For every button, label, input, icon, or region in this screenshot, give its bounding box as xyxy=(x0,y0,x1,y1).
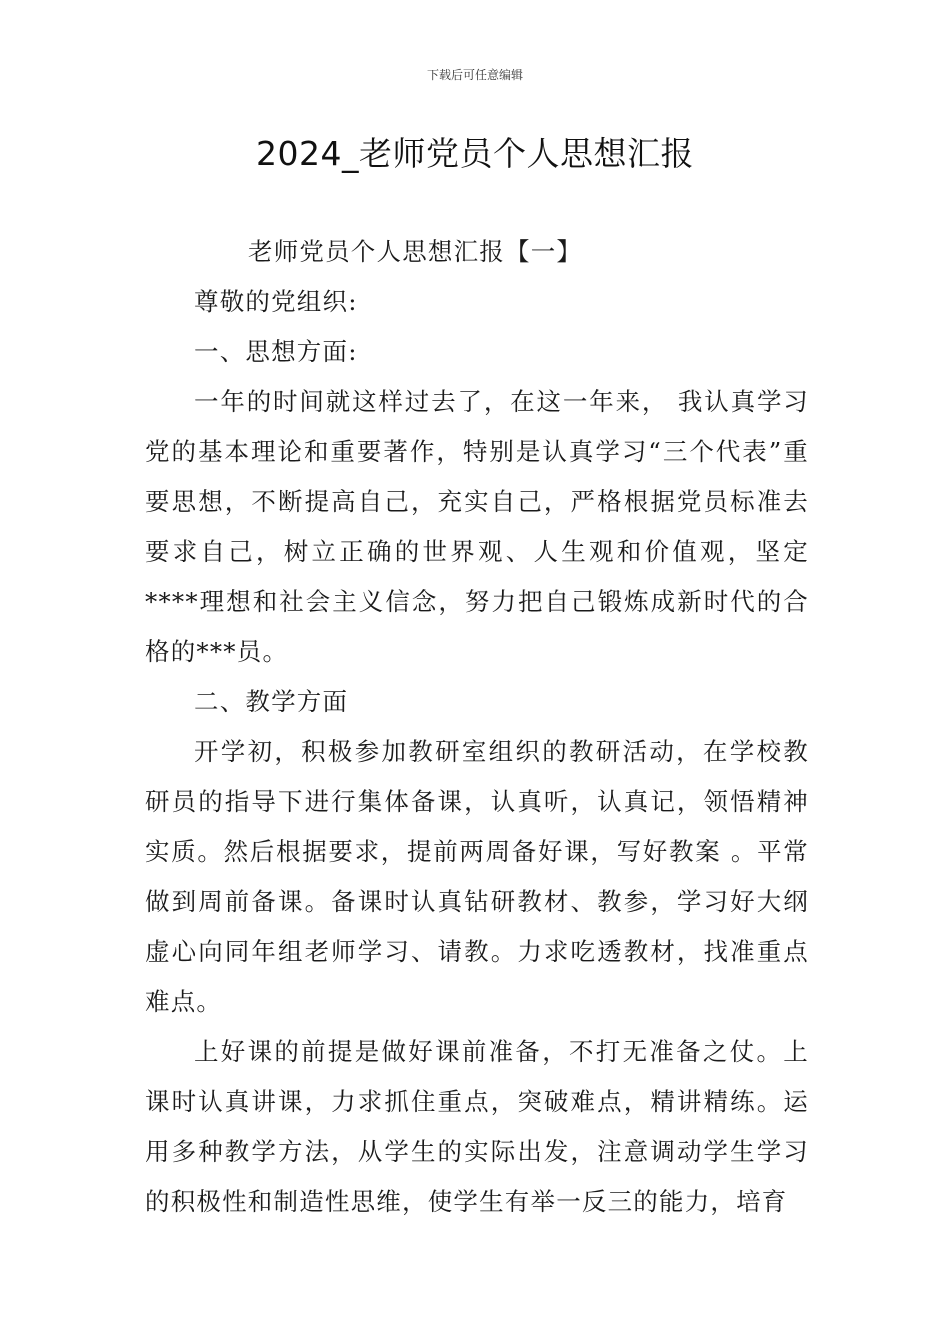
section-heading-thought: 一、思想方面: xyxy=(194,337,358,366)
paragraph-teaching-class: 上好课的前提是做好课前准备，不打无准备之仗。上课时认真讲课，力求抓住重点，突破难点，精讲精练。运用多种教学方法，从学生的实际出发，注意调动学生学习的积极性和制造性思维，使学生有举一反三的能力，培育 xyxy=(145,1037,809,1216)
document-title: 2024_老师党员个人思想汇报 xyxy=(256,134,694,173)
paragraph-thought: 一年的时间就这样过去了，在这一年来， 我认真学习党的基本理论和重要著作，特别是认真学习“三个代表”重要思想，不断提高自己，充实自己，严格根据党员标准去要求自己，树立正确的世界观、人生观和价值观，坚定****理想和社会主义信念，努力把自己锻炼成新时代的合格的***员。 xyxy=(145,387,809,666)
paragraph-teaching-prep: 开学初，积极参加教研室组织的教研活动，在学校教研员的指导下进行集体备课，认真听，认真记，领悟精神实质。然后根据要求，提前两周备好课，写好教案 。平常做到周前备课。备课时认真钻研教材、教参，学习好大纲虚心向同年组老师学习、请教。力求吃透教材，找准重点难点。 xyxy=(145,737,809,1016)
document-body xyxy=(145,227,809,1227)
section-heading-teaching: 二、教学方面 xyxy=(194,687,349,716)
salutation: 尊敬的党组织: xyxy=(194,287,358,316)
header-note: 下载后可任意编辑 xyxy=(426,68,523,82)
section-subtitle: 老师党员个人思想汇报【一】 xyxy=(248,237,583,266)
